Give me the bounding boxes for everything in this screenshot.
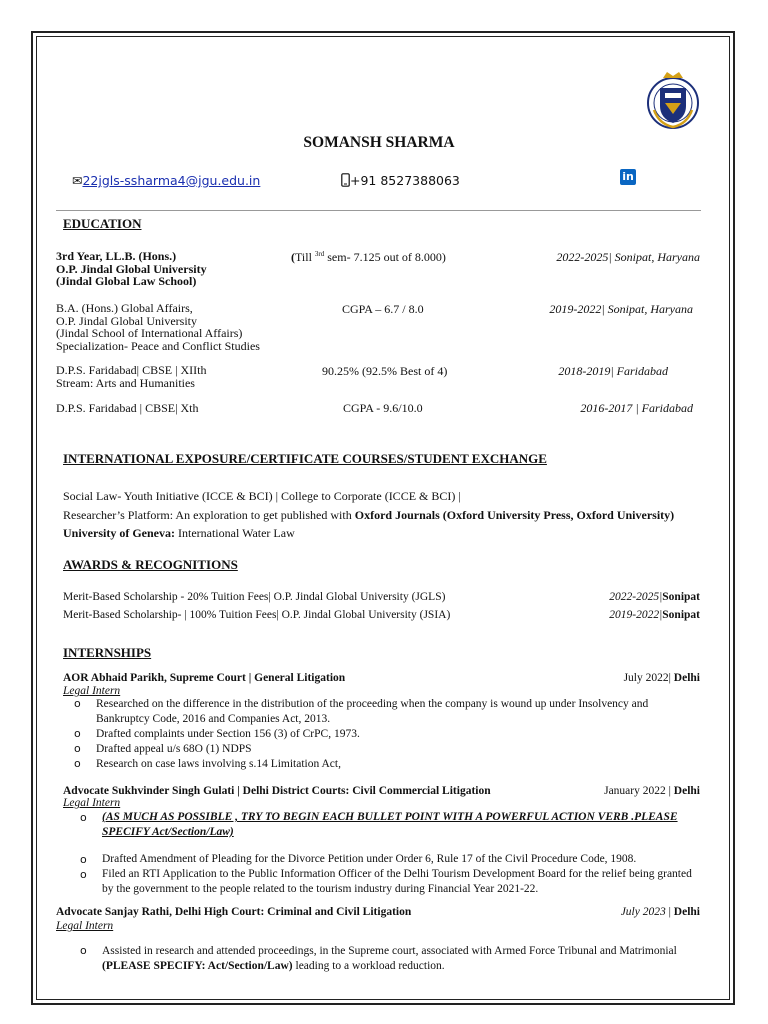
bullet-marker: o	[80, 811, 87, 824]
email-link[interactable]: 22jgls-ssharma4@jgu.edu.in	[82, 173, 261, 188]
bullet-marker: o	[74, 757, 81, 770]
phone-number: +91 8527388063	[350, 173, 460, 188]
awards-heading: AWARDS & RECOGNITIONS	[63, 557, 238, 572]
envelope-icon: ✉	[72, 173, 83, 188]
list-item: Research on case laws involving s.14 Limitation Act,	[96, 758, 341, 770]
list-item: Researched on the difference in the distribution of the proceeding when the company is wound up under Insolvency and Bankruptcy Code, 2016 and Companies Act, 2013.	[96, 698, 649, 725]
internship-1-heading: AOR Abhaid Parikh, Supreme Court | General Litigation	[63, 672, 346, 684]
award-item-1: Merit-Based Scholarship - 20% Tuition Fees| O.P. Jindal Global University (JGLS)	[63, 591, 446, 603]
award-period-2: 2019-2022|Sonipat	[609, 609, 700, 621]
internship-2-date: January 2022 | Delhi	[604, 785, 700, 797]
bullet-marker: o	[74, 727, 81, 740]
header-divider	[56, 210, 701, 211]
education-score-2: CGPA – 6.7 / 8.0	[342, 302, 424, 316]
education-entry-3: D.P.S. Faridabad| CBSE | XIIth Stream: Arts and Humanities	[56, 363, 207, 390]
list-item: Drafted Amendment of Pleading for the Divorce Petition under Order 6, Rule 17 of the Civil Procedure Code, 1908.	[102, 853, 637, 865]
candidate-name: SOMANSH SHARMA	[303, 134, 455, 151]
international-line-2: Researcher’s Platform: An exploration to get published with Oxford Journals (Oxford University Press, Oxford University)	[63, 508, 675, 522]
instruction-note: (AS MUCH AS POSSIBLE , TRY TO BEGIN EACH BULLET POINT WITH A POWERFUL ACTION VERB .PLEASE SPECIFY Act/Section/Law)	[102, 811, 678, 838]
international-line-3: University of Geneva: International Water Law	[63, 526, 295, 540]
internship-3-role: Legal Intern	[56, 920, 114, 932]
award-period-1: 2022-2025|Sonipat	[609, 591, 700, 603]
phone-icon	[341, 173, 350, 187]
education-score-3: 90.25% (92.5% Best of 4)	[322, 364, 448, 378]
internship-2-heading: Advocate Sukhvinder Singh Gulati | Delhi District Courts: Civil Commercial Litigation	[63, 785, 491, 797]
internship-2-role: Legal Intern	[63, 797, 121, 809]
list-item: Filed an RTI Application to the Public Information Officer of the Delhi Tourism Development Board for the relief being granted by the government to the people related to the tourism industry during Financial Year 2021-22.	[102, 868, 692, 895]
award-item-2: Merit-Based Scholarship- | 100% Tuition Fees| O.P. Jindal Global University (JSIA)	[63, 609, 451, 621]
list-item: Drafted complaints under Section 156 (3) of CrPC, 1973.	[96, 728, 360, 740]
email-line	[72, 173, 260, 188]
international-heading: INTERNATIONAL EXPOSURE/CERTIFICATE COURSES/STUDENT EXCHANGE	[63, 451, 547, 466]
list-item: Drafted appeal u/s 68O (1) NDPS	[96, 743, 252, 755]
bullet-marker: o	[74, 697, 81, 710]
education-entry-2: B.A. (Hons.) Global Affairs, O.P. Jindal Global University (Jindal School of International Affairs) Specialization- Peace and Conflict Studies	[56, 301, 260, 353]
bullet-marker: o	[80, 853, 87, 866]
education-score-1: (Till $^{3rd}$ sem- 7.125 out of 8.000)	[291, 250, 446, 264]
internship-1-date: July 2022| Delhi	[623, 672, 700, 684]
bullet-marker: o	[80, 868, 87, 881]
education-heading: EDUCATION	[63, 216, 142, 231]
list-item: Assisted in research and attended proceedings, in the Supreme court, associated with Armed Force Tribunal and Matrimonial (PLEASE SPECIFY: Act/Section/Law) leading to a workload reduction.	[102, 945, 677, 972]
university-crest-logo	[645, 70, 701, 134]
internship-3-date: July 2023 | Delhi	[620, 906, 700, 918]
linkedin-icon[interactable]: in	[620, 169, 636, 185]
education-entry-4: D.P.S. Faridabad | CBSE| Xth	[56, 401, 199, 415]
internship-3-heading: Advocate Sanjay Rathi, Delhi High Court: Criminal and Civil Litigation	[56, 906, 412, 918]
international-line-1: Social Law- Youth Initiative (ICCE & BCI) | College to Corporate (ICCE & BCI) |	[63, 489, 461, 503]
bullet-marker: o	[80, 944, 87, 957]
education-entry-1: 3rd Year, LL.B. (Hons.) O.P. Jindal Global University (Jindal Global Law School)	[56, 249, 207, 288]
education-score-4: CGPA - 9.6/10.0	[343, 401, 423, 415]
internships-heading: INTERNSHIPS	[63, 645, 152, 660]
bullet-marker: o	[74, 742, 81, 755]
phone-line	[341, 173, 460, 188]
internship-1-role: Legal Intern	[63, 685, 121, 697]
education-period-2: 2019-2022| Sonipat, Haryana	[549, 302, 693, 316]
education-period-3: 2018-2019| Faridabad	[558, 364, 668, 378]
education-period-4: 2016-2017 | Faridabad	[580, 401, 693, 415]
education-period-1: 2022-2025| Sonipat, Haryana	[556, 250, 700, 264]
